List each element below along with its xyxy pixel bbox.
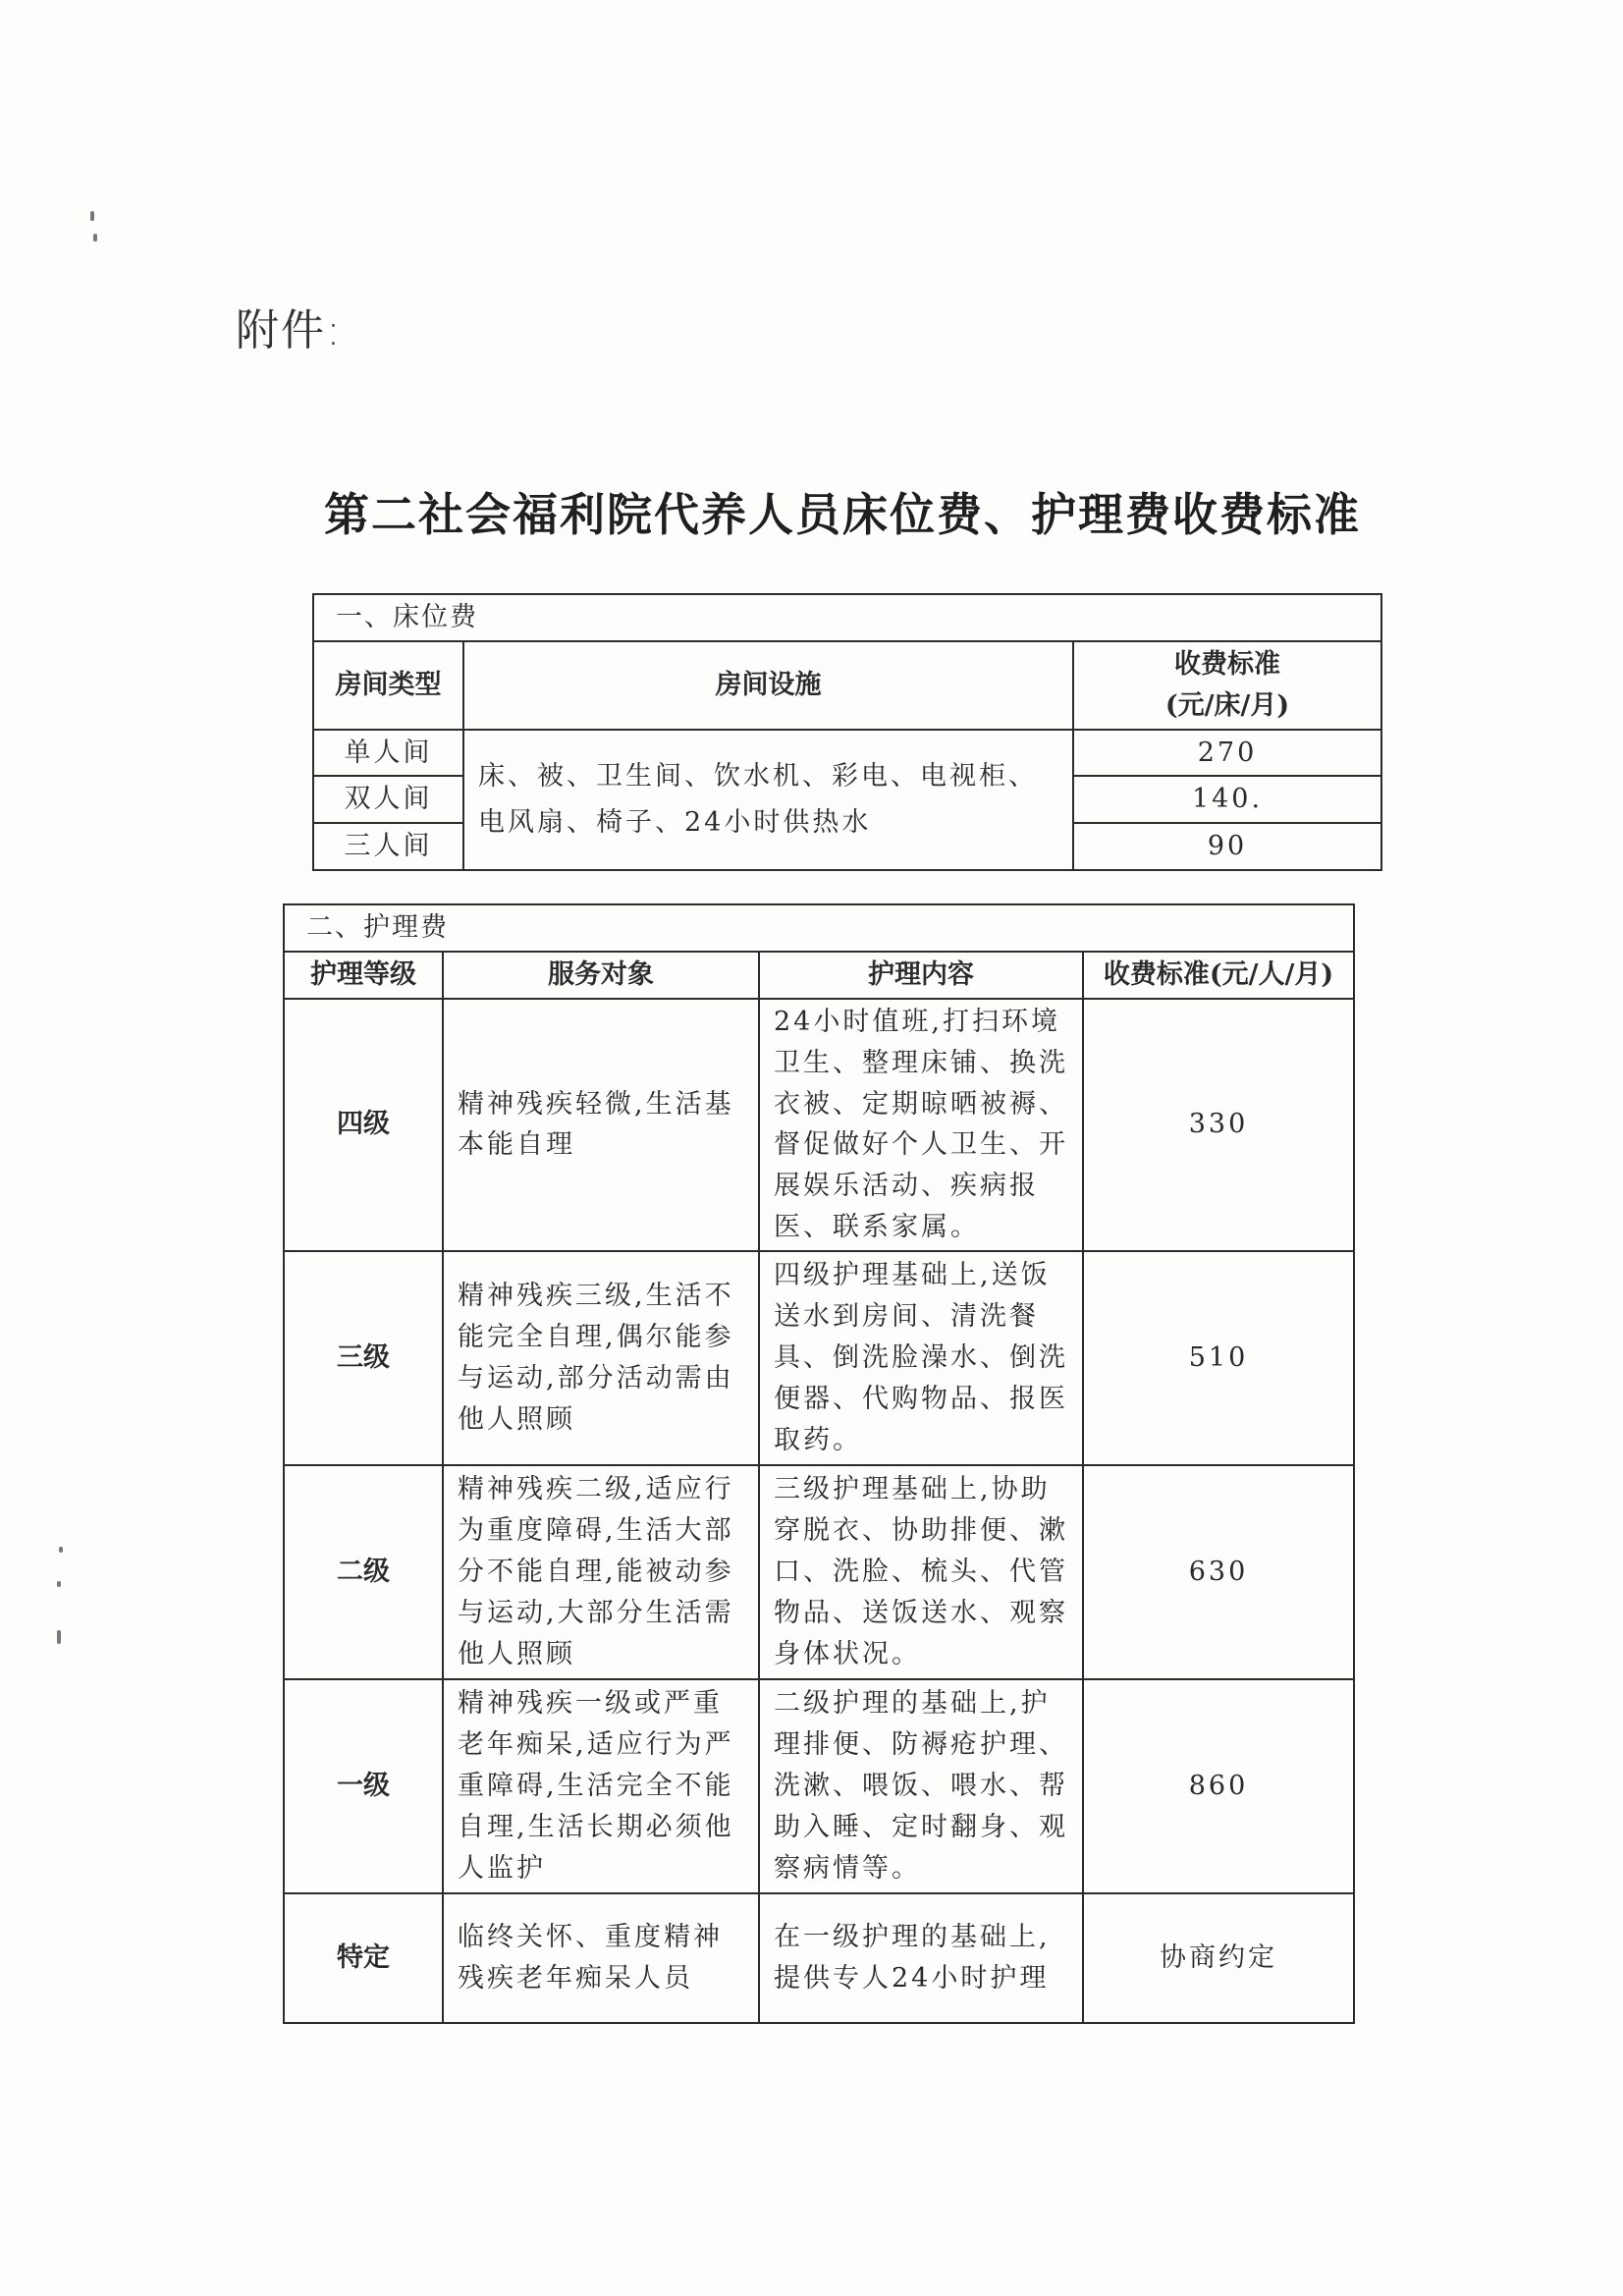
care-fee: 630	[1083, 1465, 1354, 1679]
room-row	[313, 730, 1381, 777]
scan-mark	[57, 1630, 61, 1644]
care-fee: 860	[1083, 1679, 1354, 1893]
care-level: 四级	[284, 999, 443, 1251]
care-level: 三级	[284, 1251, 443, 1465]
attachment-label: 附件:	[236, 305, 343, 355]
care-content: 24小时值班,打扫环境卫生、整理床铺、换洗衣被、定期晾晒被褥、督促做好个人卫生、开展娱乐活动、疾病报医、联系家属。	[759, 999, 1083, 1251]
care-fee: 协商约定	[1083, 1893, 1354, 2023]
header-content: 护理内容	[759, 952, 1083, 999]
care-target: 精神残疾轻微,生活基本能自理	[443, 999, 759, 1251]
care-row	[284, 1251, 1354, 1465]
header-fee-line1: 收费标准	[1174, 648, 1280, 680]
care-level: 特定	[284, 1893, 443, 2023]
bed-fee-header-row	[313, 641, 1381, 730]
room-facilities: 床、被、卫生间、饮水机、彩电、电视柜、电风扇、椅子、24小时供热水	[463, 730, 1073, 871]
document-title: 第二社会福利院代养人员床位费、护理费收费标准	[324, 488, 1361, 541]
care-row	[284, 1679, 1354, 1893]
bed-fee-section-label: 一、床位费	[313, 594, 1381, 641]
care-fee: 510	[1083, 1251, 1354, 1465]
care-level: 一级	[284, 1679, 443, 1893]
care-target: 精神残疾一级或严重老年痴呆,适应行为严重障碍,生活完全不能自理,生活长期必须他人监护	[443, 1679, 759, 1893]
care-content: 三级护理基础上,协助穿脱衣、协助排便、漱口、洗脸、梳头、代管物品、送饭送水、观察身体状况。	[759, 1465, 1083, 1679]
room-type: 单人间	[313, 730, 463, 777]
header-fee: 收费标准(元/人/月)	[1083, 952, 1354, 999]
header-room-type: 房间类型	[313, 641, 463, 730]
header-fee	[1073, 641, 1381, 730]
care-fee-table	[283, 903, 1355, 2024]
care-fee-header-row	[284, 952, 1354, 999]
care-fee: 330	[1083, 999, 1354, 1251]
care-target: 精神残疾三级,生活不能完全自理,偶尔能参与运动,部分活动需由他人照顾	[443, 1251, 759, 1465]
header-target: 服务对象	[443, 952, 759, 999]
care-content: 在一级护理的基础上,提供专人24小时护理	[759, 1893, 1083, 2023]
care-row	[284, 999, 1354, 1251]
care-fee-section-label: 二、护理费	[284, 904, 1354, 952]
bed-fee-table	[312, 593, 1382, 871]
scan-mark	[93, 234, 97, 242]
care-level: 二级	[284, 1465, 443, 1679]
section-header-row	[284, 904, 1354, 952]
scan-mark	[59, 1547, 63, 1553]
care-content: 四级护理基础上,送饭送水到房间、清洗餐具、倒洗脸澡水、倒洗便器、代购物品、报医取药。	[759, 1251, 1083, 1465]
room-type: 三人间	[313, 823, 463, 870]
room-fee: 140.	[1073, 776, 1381, 823]
care-row	[284, 1893, 1354, 2023]
section-header-row	[313, 594, 1381, 641]
care-content: 二级护理的基础上,护理排便、防褥疮护理、洗漱、喂饭、喂水、帮助入睡、定时翻身、观察病情等。	[759, 1679, 1083, 1893]
care-target: 精神残疾二级,适应行为重度障碍,生活大部分不能自理,能被动参与运动,大部分生活需他人照顾	[443, 1465, 759, 1679]
scan-mark	[90, 211, 94, 221]
room-type: 双人间	[313, 776, 463, 823]
scan-mark	[57, 1581, 61, 1587]
care-target: 临终关怀、重度精神残疾老年痴呆人员	[443, 1893, 759, 2023]
header-facilities: 房间设施	[463, 641, 1073, 730]
header-level: 护理等级	[284, 952, 443, 999]
room-fee: 90	[1073, 823, 1381, 870]
room-fee: 270	[1073, 730, 1381, 777]
care-row	[284, 1465, 1354, 1679]
header-fee-line2: (元/床/月)	[1164, 689, 1290, 721]
